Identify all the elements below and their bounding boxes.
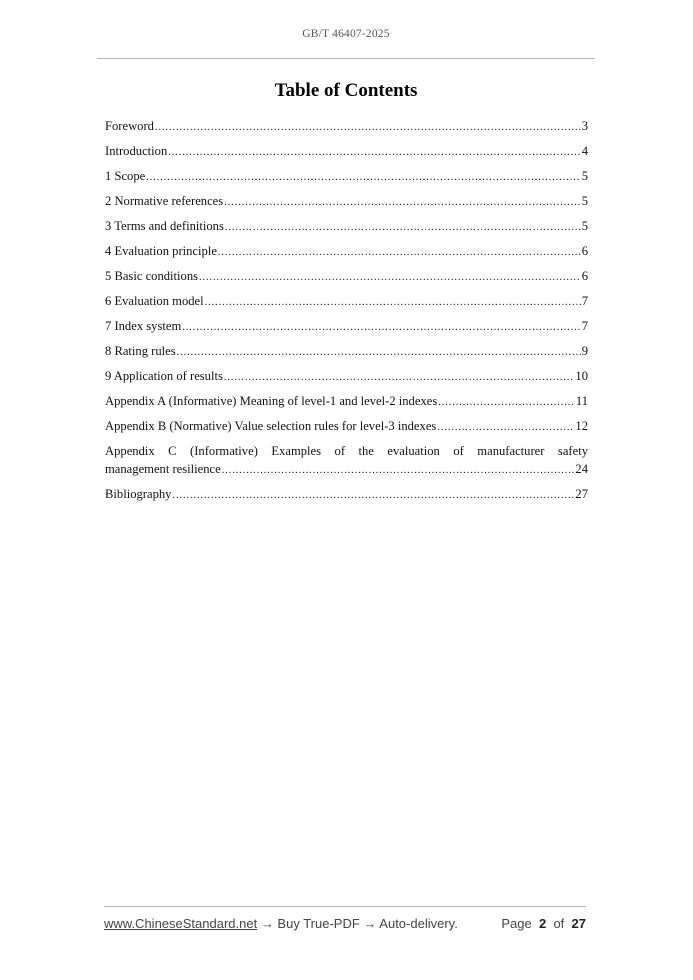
toc-entry-label: Bibliography bbox=[105, 487, 172, 501]
toc-leader-dots bbox=[224, 194, 581, 212]
toc-entry-terms-and-definitions[interactable] bbox=[105, 217, 588, 242]
toc-entry-label: 2 Normative references bbox=[105, 194, 224, 208]
toc-leader-dots bbox=[222, 462, 575, 480]
footer-tagline: → Buy True-PDF → Auto-delivery. bbox=[257, 916, 458, 931]
toc-entry-evaluation-principle[interactable] bbox=[105, 242, 588, 267]
toc-entry-label-line-1: Appendix C (Informative) Examples of the evaluation of manufacturer safety bbox=[105, 444, 588, 458]
page-footer bbox=[104, 916, 586, 931]
footer-divider bbox=[104, 906, 586, 907]
toc-page-number: 27 bbox=[575, 487, 588, 501]
toc-entry-index-system[interactable] bbox=[105, 317, 588, 342]
table-of-contents bbox=[105, 117, 588, 510]
toc-page-number: 7 bbox=[581, 319, 588, 333]
toc-leader-dots bbox=[218, 244, 581, 262]
toc-entry-introduction[interactable] bbox=[105, 142, 588, 167]
toc-entry-label: 7 Index system bbox=[105, 319, 182, 333]
toc-leader-dots bbox=[146, 169, 580, 187]
toc-page-number: 12 bbox=[575, 419, 588, 433]
toc-entry-scope[interactable] bbox=[105, 167, 588, 192]
toc-page-number: 5 bbox=[581, 194, 588, 208]
toc-page-number: 4 bbox=[581, 144, 588, 158]
toc-entry-label: Introduction bbox=[105, 144, 168, 158]
toc-entry-label-line-2-row bbox=[105, 460, 588, 485]
toc-page-number: 7 bbox=[581, 294, 588, 308]
toc-entry-appendix-c[interactable] bbox=[105, 442, 588, 485]
toc-entry-label: 5 Basic conditions bbox=[105, 269, 199, 283]
toc-entry-label: 1 Scope bbox=[105, 169, 146, 183]
toc-leader-dots bbox=[224, 369, 575, 387]
toc-entry-application-of-results[interactable] bbox=[105, 367, 588, 392]
toc-entry-label: Foreword bbox=[105, 119, 154, 133]
page-indicator bbox=[501, 916, 586, 931]
toc-entry-label: 3 Terms and definitions bbox=[105, 219, 224, 233]
toc-leader-dots bbox=[437, 419, 574, 437]
toc-entry-basic-conditions[interactable] bbox=[105, 267, 588, 292]
site-link[interactable]: www.ChineseStandard.net bbox=[104, 916, 258, 931]
toc-page-number: 5 bbox=[581, 169, 588, 183]
of-word: of bbox=[553, 916, 565, 931]
toc-leader-dots bbox=[155, 119, 581, 137]
toc-page-number: 9 bbox=[581, 344, 588, 358]
toc-entry-label: 8 Rating rules bbox=[105, 344, 176, 358]
toc-page-number: 24 bbox=[575, 462, 588, 476]
footer-promo bbox=[104, 916, 458, 931]
toc-entry-foreword[interactable] bbox=[105, 117, 588, 142]
toc-entry-evaluation-model[interactable] bbox=[105, 292, 588, 317]
toc-entry-normative-references[interactable] bbox=[105, 192, 588, 217]
page-header-standard-number: GB/T 46407-2025 bbox=[302, 28, 390, 40]
total-pages-number: 27 bbox=[571, 916, 586, 931]
toc-page-number: 6 bbox=[581, 244, 588, 258]
toc-entry-label: Appendix A (Informative) Meaning of level-1 and level-2 indexes bbox=[105, 394, 438, 408]
toc-leader-dots bbox=[182, 319, 580, 337]
toc-entry-label: 9 Application of results bbox=[105, 369, 223, 383]
toc-page-number: 5 bbox=[581, 219, 588, 233]
toc-entry-label: 6 Evaluation model bbox=[105, 294, 204, 308]
toc-leader-dots bbox=[225, 219, 581, 237]
toc-leader-dots bbox=[205, 294, 581, 312]
toc-leader-dots bbox=[177, 344, 581, 362]
toc-entry-label: Appendix B (Normative) Value selection rules for level-3 indexes bbox=[105, 419, 437, 433]
page-title: Table of Contents bbox=[274, 80, 418, 101]
toc-leader-dots bbox=[168, 144, 580, 162]
toc-entry-label: 4 Evaluation principle bbox=[105, 244, 217, 258]
toc-page-number: 3 bbox=[581, 119, 588, 133]
toc-leader-dots bbox=[438, 394, 575, 412]
current-page-number: 2 bbox=[538, 916, 547, 931]
toc-entry-appendix-b[interactable] bbox=[105, 417, 588, 442]
toc-page-number: 6 bbox=[581, 269, 588, 283]
page-word: Page bbox=[501, 916, 532, 931]
toc-entry-bibliography[interactable] bbox=[105, 485, 588, 510]
header-divider bbox=[97, 58, 595, 59]
toc-leader-dots bbox=[172, 487, 574, 505]
toc-entry-rating-rules[interactable] bbox=[105, 342, 588, 367]
toc-page-number: 11 bbox=[575, 394, 588, 408]
toc-entry-label-line-2: management resilience bbox=[105, 462, 221, 476]
toc-entry-appendix-a[interactable] bbox=[105, 392, 588, 417]
toc-page-number: 10 bbox=[575, 369, 588, 383]
toc-leader-dots bbox=[199, 269, 581, 287]
